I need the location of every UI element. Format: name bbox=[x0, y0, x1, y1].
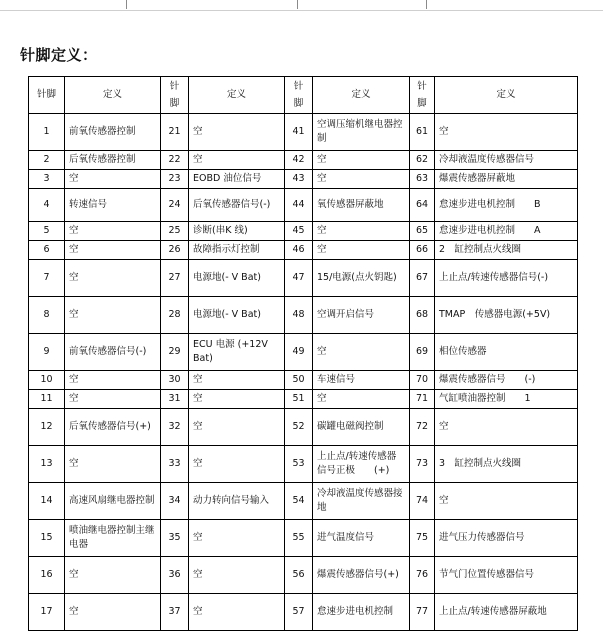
header-pin bbox=[161, 77, 189, 114]
pin-definition-cell: 空 bbox=[313, 151, 410, 170]
pin-definition-cell: 喷油继电器控制主继电器 bbox=[65, 520, 161, 557]
pin-number-cell: 67 bbox=[410, 260, 435, 297]
pin-definition-cell: 空 bbox=[189, 594, 285, 631]
pin-definition-cell: 3 缸控制点火线圈 bbox=[435, 446, 578, 483]
pin-definition-cell: 相位传感器 bbox=[435, 334, 578, 371]
pin-definition-cell: 车速信号 bbox=[313, 371, 410, 390]
pin-definition-cell: 诊断(串K 线) bbox=[189, 222, 285, 241]
pin-number-cell: 11 bbox=[29, 390, 65, 409]
table-row bbox=[29, 151, 578, 170]
pin-definition-cell: 空 bbox=[65, 557, 161, 594]
pin-definition-cell: 空 bbox=[313, 170, 410, 189]
pin-number-cell: 66 bbox=[410, 241, 435, 260]
edge-tick bbox=[297, 0, 298, 9]
table-row bbox=[29, 334, 578, 371]
header-pin bbox=[410, 77, 435, 114]
pin-definition-cell: ECU 电源 (+12V Bat) bbox=[189, 334, 285, 371]
header-definition: 定义 bbox=[65, 77, 161, 114]
pin-number-cell: 30 bbox=[161, 371, 189, 390]
pin-definition-cell: 爆震传感器信号 (-) bbox=[435, 371, 578, 390]
pin-number-cell: 65 bbox=[410, 222, 435, 241]
pin-number-cell: 73 bbox=[410, 446, 435, 483]
pin-number-cell: 29 bbox=[161, 334, 189, 371]
pin-definition-cell: 爆震传感器信号(+) bbox=[313, 557, 410, 594]
pin-number-cell: 49 bbox=[285, 334, 313, 371]
pin-number-cell: 51 bbox=[285, 390, 313, 409]
pin-definition-cell: 进气温度信号 bbox=[313, 520, 410, 557]
pin-number-cell: 36 bbox=[161, 557, 189, 594]
pin-definition-cell: 怠速步进电机控制 bbox=[313, 594, 410, 631]
pin-number-cell: 64 bbox=[410, 189, 435, 222]
pin-number-cell: 61 bbox=[410, 114, 435, 151]
pin-number-cell: 12 bbox=[29, 409, 65, 446]
pin-number-cell: 21 bbox=[161, 114, 189, 151]
top-page-edge bbox=[0, 0, 603, 11]
pin-definition-cell: 空 bbox=[189, 390, 285, 409]
pin-definition-cell: 空 bbox=[435, 409, 578, 446]
pin-number-cell: 52 bbox=[285, 409, 313, 446]
edge-tick bbox=[426, 0, 427, 9]
pin-number-cell: 68 bbox=[410, 297, 435, 334]
pin-number-cell: 44 bbox=[285, 189, 313, 222]
pin-number-cell: 53 bbox=[285, 446, 313, 483]
pin-definition-cell: 空 bbox=[189, 114, 285, 151]
edge-tick bbox=[126, 0, 127, 9]
table-row bbox=[29, 170, 578, 189]
table-row bbox=[29, 114, 578, 151]
header-definition: 定义 bbox=[313, 77, 410, 114]
header-pin-char: 脚 bbox=[169, 98, 180, 109]
pin-definition-cell: 前氧传感器信号(-) bbox=[65, 334, 161, 371]
pin-number-cell: 27 bbox=[161, 260, 189, 297]
table-row bbox=[29, 241, 578, 260]
pin-number-cell: 13 bbox=[29, 446, 65, 483]
table-row bbox=[29, 594, 578, 631]
pin-definition-cell: 碳罐电磁阀控制 bbox=[313, 409, 410, 446]
pin-definition-cell: 怠速步进电机控制 A bbox=[435, 222, 578, 241]
table-row bbox=[29, 390, 578, 409]
pin-number-cell: 17 bbox=[29, 594, 65, 631]
pin-definition-cell: 电源地(- V Bat) bbox=[189, 260, 285, 297]
pin-number-cell: 43 bbox=[285, 170, 313, 189]
pin-number-cell: 34 bbox=[161, 483, 189, 520]
pin-number-cell: 55 bbox=[285, 520, 313, 557]
pin-number-cell: 3 bbox=[29, 170, 65, 189]
pin-number-cell: 63 bbox=[410, 170, 435, 189]
pin-number-cell: 14 bbox=[29, 483, 65, 520]
header-pin-char: 针 bbox=[293, 81, 304, 92]
header-pin bbox=[285, 77, 313, 114]
pin-number-cell: 56 bbox=[285, 557, 313, 594]
pin-number-cell: 74 bbox=[410, 483, 435, 520]
table-row bbox=[29, 483, 578, 520]
pin-definition-cell: 空 bbox=[65, 371, 161, 390]
pin-number-cell: 33 bbox=[161, 446, 189, 483]
header-pin-char: 针 bbox=[417, 81, 427, 92]
header-definition: 定义 bbox=[189, 77, 285, 114]
pin-number-cell: 25 bbox=[161, 222, 189, 241]
header-pin-char: 脚 bbox=[417, 98, 427, 109]
pin-number-cell: 7 bbox=[29, 260, 65, 297]
pin-number-cell: 6 bbox=[29, 241, 65, 260]
pin-definition-cell: 空 bbox=[313, 222, 410, 241]
pin-number-cell: 57 bbox=[285, 594, 313, 631]
pin-definition-cell: 空 bbox=[65, 222, 161, 241]
pin-definition-cell: 空 bbox=[65, 170, 161, 189]
pin-number-cell: 46 bbox=[285, 241, 313, 260]
pin-definition-cell: 上止点/转速传感器信号(-) bbox=[435, 260, 578, 297]
pin-number-cell: 62 bbox=[410, 151, 435, 170]
pin-number-cell: 31 bbox=[161, 390, 189, 409]
pin-number-cell: 2 bbox=[29, 151, 65, 170]
pin-number-cell: 26 bbox=[161, 241, 189, 260]
pin-number-cell: 75 bbox=[410, 520, 435, 557]
table-row bbox=[29, 446, 578, 483]
pin-definition-cell: EOBD 油位信号 bbox=[189, 170, 285, 189]
pin-definition-cell: 空 bbox=[189, 409, 285, 446]
pin-definition-cell: 空 bbox=[435, 483, 578, 520]
table-row bbox=[29, 260, 578, 297]
pin-definition-cell: 气缸喷油器控制 1 bbox=[435, 390, 578, 409]
pin-number-cell: 10 bbox=[29, 371, 65, 390]
pin-definition-cell: 爆震传感器屏蔽地 bbox=[435, 170, 578, 189]
pin-definition-cell: 冷却液温度传感器信号 bbox=[435, 151, 578, 170]
pin-definition-cell: 空 bbox=[65, 446, 161, 483]
pin-number-cell: 71 bbox=[410, 390, 435, 409]
pin-definition-cell: 节气门位置传感器信号 bbox=[435, 557, 578, 594]
pin-definition-cell: 氧传感器屏蔽地 bbox=[313, 189, 410, 222]
pin-definition-cell: 空 bbox=[189, 151, 285, 170]
header-pin-char: 针 bbox=[169, 81, 180, 92]
pin-definition-cell: 转速信号 bbox=[65, 189, 161, 222]
pin-definition-cell: 空 bbox=[189, 446, 285, 483]
page-heading: 针脚定义： bbox=[20, 46, 98, 64]
pin-number-cell: 22 bbox=[161, 151, 189, 170]
pin-definition-cell: 动力转向信号输入 bbox=[189, 483, 285, 520]
pin-definition-cell: 上止点/转速传感器信号正极 (+) bbox=[313, 446, 410, 483]
pin-number-cell: 9 bbox=[29, 334, 65, 371]
table-row bbox=[29, 222, 578, 241]
pin-definition-cell: 空 bbox=[313, 390, 410, 409]
pin-number-cell: 8 bbox=[29, 297, 65, 334]
header-pin-char: 脚 bbox=[293, 98, 304, 109]
table-row bbox=[29, 297, 578, 334]
pin-definition-cell: 空调开启信号 bbox=[313, 297, 410, 334]
pin-definition-cell: 空 bbox=[435, 114, 578, 151]
pin-definition-cell: 空 bbox=[313, 334, 410, 371]
table-row bbox=[29, 371, 578, 390]
pin-number-cell: 4 bbox=[29, 189, 65, 222]
pin-number-cell: 37 bbox=[161, 594, 189, 631]
pin-number-cell: 32 bbox=[161, 409, 189, 446]
header-pin: 针脚 bbox=[29, 77, 65, 114]
pin-definition-cell: 进气压力传感器信号 bbox=[435, 520, 578, 557]
pin-definition-cell: 空 bbox=[313, 241, 410, 260]
pin-number-cell: 41 bbox=[285, 114, 313, 151]
pin-number-cell: 24 bbox=[161, 189, 189, 222]
pin-definition-cell: 2 缸控制点火线圈 bbox=[435, 241, 578, 260]
header-definition: 定义 bbox=[435, 77, 578, 114]
pin-definition-cell: 空 bbox=[65, 260, 161, 297]
pin-number-cell: 28 bbox=[161, 297, 189, 334]
table-row bbox=[29, 189, 578, 222]
table-row bbox=[29, 409, 578, 446]
pin-definition-cell: 后氧传感器控制 bbox=[65, 151, 161, 170]
pin-number-cell: 1 bbox=[29, 114, 65, 151]
pin-definition-cell: 上止点/转速传感器屏蔽地 bbox=[435, 594, 578, 631]
pin-definition-table bbox=[28, 76, 578, 631]
pin-definition-cell: TMAP 传感器电源(+5V) bbox=[435, 297, 578, 334]
pin-definition-cell: 后氧传感器信号(-) bbox=[189, 189, 285, 222]
pin-definition-cell: 空 bbox=[65, 297, 161, 334]
pin-number-cell: 45 bbox=[285, 222, 313, 241]
pin-definition-cell: 怠速步进电机控制 B bbox=[435, 189, 578, 222]
pin-number-cell: 72 bbox=[410, 409, 435, 446]
pin-definition-cell: 高速风扇继电器控制 bbox=[65, 483, 161, 520]
table-row bbox=[29, 557, 578, 594]
pin-definition-cell: 前氧传感器控制 bbox=[65, 114, 161, 151]
pin-definition-cell: 空 bbox=[189, 557, 285, 594]
pin-definition-cell: 空 bbox=[189, 520, 285, 557]
pin-definition-cell: 故障指示灯控制 bbox=[189, 241, 285, 260]
pin-definition-cell: 空 bbox=[189, 371, 285, 390]
table-row bbox=[29, 520, 578, 557]
pin-number-cell: 50 bbox=[285, 371, 313, 390]
pin-definition-cell: 空 bbox=[65, 241, 161, 260]
pin-definition-cell: 15/电源(点火钥匙) bbox=[313, 260, 410, 297]
pin-number-cell: 47 bbox=[285, 260, 313, 297]
pin-number-cell: 54 bbox=[285, 483, 313, 520]
pin-number-cell: 76 bbox=[410, 557, 435, 594]
pin-number-cell: 15 bbox=[29, 520, 65, 557]
pin-definition-cell: 空 bbox=[65, 594, 161, 631]
pin-number-cell: 42 bbox=[285, 151, 313, 170]
pin-number-cell: 16 bbox=[29, 557, 65, 594]
pin-number-cell: 35 bbox=[161, 520, 189, 557]
pin-number-cell: 5 bbox=[29, 222, 65, 241]
pin-definition-cell: 冷却液温度传感器接地 bbox=[313, 483, 410, 520]
pin-number-cell: 77 bbox=[410, 594, 435, 631]
pin-definition-cell: 空调压缩机继电器控制 bbox=[313, 114, 410, 151]
pin-number-cell: 48 bbox=[285, 297, 313, 334]
pin-number-cell: 23 bbox=[161, 170, 189, 189]
pin-definition-cell: 电源地(- V Bat) bbox=[189, 297, 285, 334]
table-header-row bbox=[29, 77, 578, 114]
pin-definition-cell: 空 bbox=[65, 390, 161, 409]
pin-definition-cell: 后氧传感器信号(+) bbox=[65, 409, 161, 446]
pin-number-cell: 69 bbox=[410, 334, 435, 371]
pin-number-cell: 70 bbox=[410, 371, 435, 390]
